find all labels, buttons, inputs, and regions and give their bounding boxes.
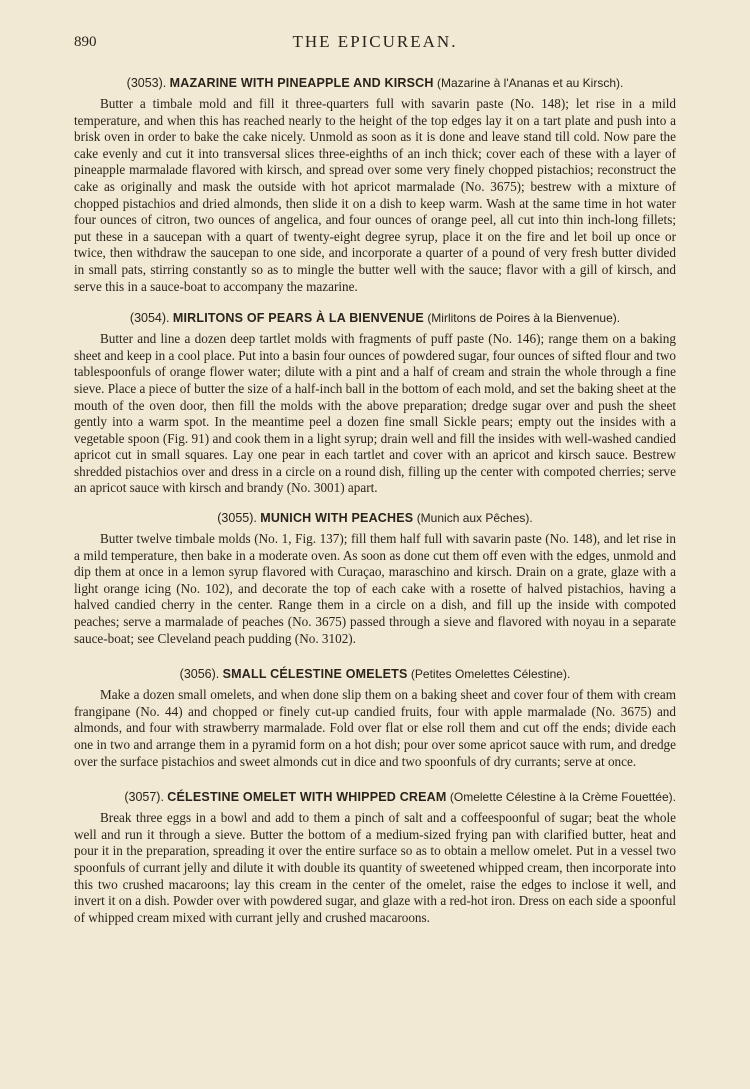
recipe-name: MIRLITONS OF PEARS À LA BIENVENUE xyxy=(172,311,424,326)
recipe-french-name: (Mazarine à l'Ananas et au Kirsch). xyxy=(436,76,624,90)
recipe-title xyxy=(74,665,676,683)
page-header xyxy=(74,28,676,62)
recipe-number: (3057). xyxy=(124,790,164,805)
recipe-body: Butter twelve timbale molds (No. 1, Fig. 137); fill them half full with savarin paste (No. 148), and let rise in a mild temperature, then bake in a moderate oven. As soon as done cut them off even with the edges, unmold and dip them at once in a lemon syrup flavored with Curaçao, maraschino and kirsch. Drain on a grate, glaze with a light orange icing (No. 102), and decorate the top of each cake with a rosette of halved pistachios, having a halved candied cherry in the center. Range them in a circle on a dish, and fill up the inside with compoted peaches; serve a marmalade of peaches (No. 3675) passed through a sieve and flavored with noyau in a separate sauce-boat; see Cleveland peach pudding (No. 3102). xyxy=(74,531,676,646)
recipe-3053 xyxy=(74,74,676,295)
recipe-number: (3056). xyxy=(179,667,220,682)
recipe-title xyxy=(74,509,676,527)
recipe-3057 xyxy=(74,788,676,926)
recipe-name: SMALL CÉLESTINE OMELETS xyxy=(222,667,408,682)
recipe-name: MAZARINE WITH PINEAPPLE AND KIRSCH xyxy=(169,76,434,90)
recipe-french-name: (Munich aux Pêches). xyxy=(416,511,533,526)
recipe-body: Butter a timbale mold and fill it three-quarters full with savarin paste (No. 148); let rise in a mild temperature, and when this has reached nearly to the height of the top edges lay it on a tart plate and push into a brisk oven in order to bake the cake nicely. Unmold as soon as it is done and leave stand till cold. Now pare the cake evenly and cut it into transversal slices three-eighths of an inch thick; cover each of these with a layer of pineapple marmalade flavored with kirsch, and spread over some very finely chopped pistachios; reconstruct the cake as originally and mask the outside with hot apricot marmalade (No. 3675); bestrew with a mixture of chopped pistachios and dried almonds, then slide it on a dish to keep warm. Wash at the same time in hot water four ounces of citron, two ounces of angelica, and four ounces of orange peel, all cut into thin inch-long fillets; put these in a saucepan with a quart of twenty-eight degree syrup, place it on the fire and let boil up once or twice, then withdraw the saucepan to one side, and incorporate a quarter of a pound of very fresh butter divided in small pats, stirring constantly so as to mingle the butter well with the sauce; flavor with a gill of kirsch, and serve this in a sauce-boat to accompany the mazarine. xyxy=(74,96,676,294)
recipe-3056 xyxy=(74,665,676,770)
recipe-title xyxy=(74,788,676,806)
recipe-number: (3053). xyxy=(126,76,167,90)
recipe-3055 xyxy=(74,509,676,647)
recipe-title xyxy=(74,74,676,92)
recipe-number: (3055). xyxy=(217,511,257,526)
recipe-body: Butter and line a dozen deep tartlet molds with fragments of puff paste (No. 146); range them on a baking sheet and keep in a cool place. Put into a basin four ounces of powdered sugar, four ounces of sifted flour and two tablespoonfuls of orange flower water; dilute with a pint and a half of cream and strain the whole through a fine sieve. Place a piece of butter the size of a half-inch ball in the bottom of each mold, and set the baking sheet at the mouth of the oven door, then fill the molds with the above preparation; dredge sugar over and push the sheet gently into a warm spot. In the meantime peel a dozen fine small Sickle pears; empty out the insides with a vegetable spoon (Fig. 91) and cook them in a light syrup; drain well and fill the insides with well-washed candied apricot cut in small squares. Lay one pear in each tartlet and cover with an apricot and kirsch sauce. Bestrew shredded pistachios over and dress in a circle on a round dish, filling up the center with compoted cherries; serve an apricot sauce with kirsch and brandy (No. 3001) apart. xyxy=(74,331,677,496)
running-title: THE EPICUREAN. xyxy=(292,32,458,51)
recipe-body: Make a dozen small omelets, and when done slip them on a baking sheet and cover four of them with cream frangipane (No. 44) and chopped or finely cut-up candied fruits, four with apple marmalade (No. 3675) and almonds, and four with strawberry marmalade. Fold over flat or else roll them and cut off the ends; divide each one in two and arrange them in a pyramid form on a hot dish; pour over some apricot sauce with rum, and dredge over the surface pistachios and sweet almonds cut in dice and two spoonfuls of dry currants; serve at once. xyxy=(74,687,676,769)
recipe-french-name: (Mirlitons de Poires à la Bienvenue). xyxy=(427,311,621,326)
recipe-number: (3054). xyxy=(129,311,170,326)
recipe-french-name: (Omelette Célestine à la Crème Fouettée). xyxy=(449,790,676,805)
recipe-title xyxy=(74,309,676,327)
recipe-3054 xyxy=(74,309,676,497)
recipe-name: MUNICH WITH PEACHES xyxy=(260,511,414,526)
page-number: 890 xyxy=(74,34,97,50)
recipe-body: Break three eggs in a bowl and add to them a pinch of salt and a coffeespoonful of sugar; beat the whole well and run it through a sieve. Butter the bottom of a medium-sized frying pan with clarified butter, heat and pour it in the preparation, spreading it over the entire surface so as to obtain a mellow omelet. Put in a vessel two spoonfuls of currant jelly and dilute it with double its quantity of sweetened whipped cream, then incorporate into this two crushed macaroons; lay this cream in the center of the omelet, raise the edges to inclose it well, and invert it on a dish. Powder over with powdered sugar, and glaze with a red-hot iron. Dress on each side a spoonful of whipped cream mixed with currant jelly and crushed macaroons. xyxy=(74,810,676,925)
recipe-name: CÉLESTINE OMELET WITH WHIPPED CREAM xyxy=(167,790,447,805)
recipe-french-name: (Petites Omelettes Célestine). xyxy=(410,667,571,682)
book-page xyxy=(74,28,676,926)
